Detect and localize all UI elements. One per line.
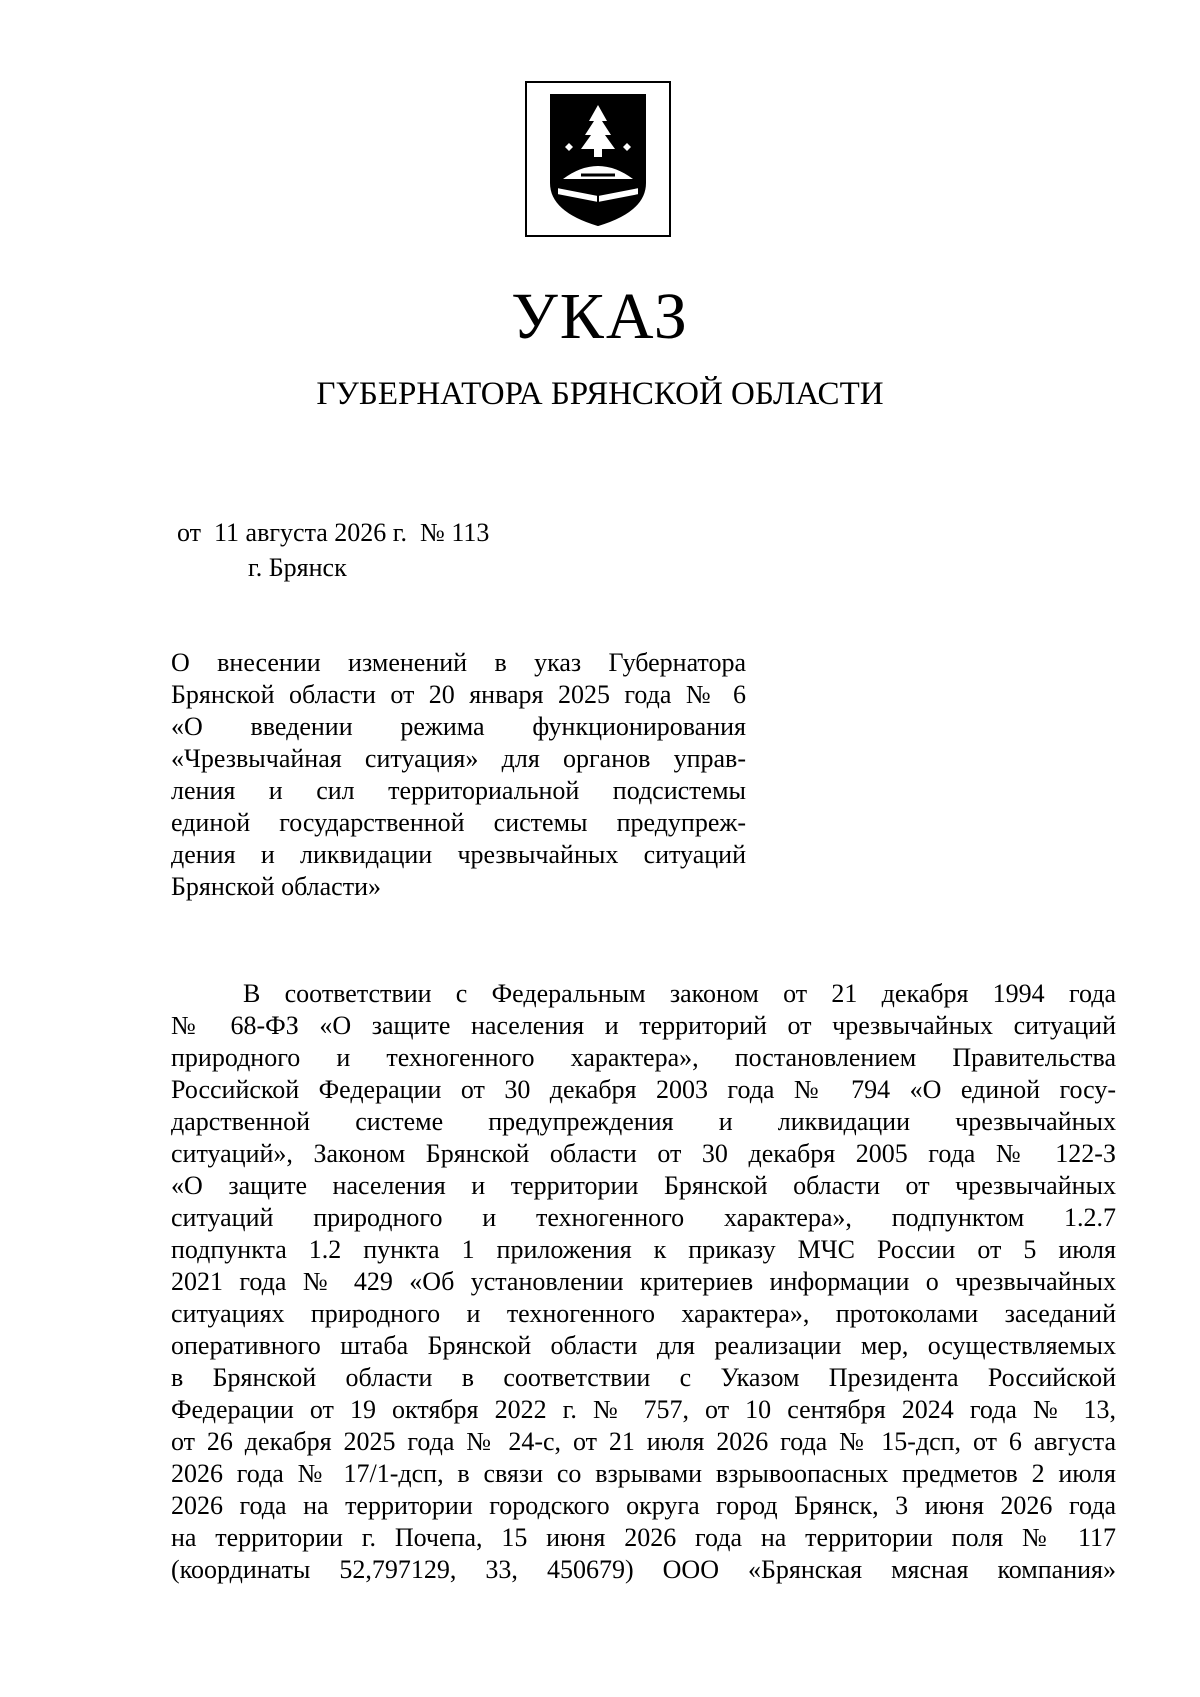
document-body bbox=[171, 978, 1116, 1586]
body-line: № 68-ФЗ «О защите населения и территорий от чрезвычайных ситуаций bbox=[171, 1011, 1116, 1040]
body-line: «О защите населения и территории Брянской области от чрезвычайных bbox=[171, 1171, 1116, 1200]
heading-line: Брянской области от 20 января 2025 года № 6 bbox=[171, 680, 746, 709]
document-title: УКАЗ bbox=[511, 280, 689, 353]
body-line: В соответствии с Федеральным законом от 21 декабря 1994 года bbox=[243, 979, 1116, 1008]
body-line: ситуациях природного и техногенного характера», протоколами заседаний bbox=[171, 1299, 1116, 1328]
heading-line: ления и сил территориальной подсистемы bbox=[171, 776, 746, 805]
emblem-frame bbox=[525, 81, 671, 237]
body-line: 2026 года № 17/1-дсп, в связи со взрывами взрывоопасных предметов 2 июля bbox=[171, 1459, 1116, 1488]
body-line: природного и техногенного характера», постановлением Правительства bbox=[171, 1043, 1116, 1072]
body-line: в Брянской области в соответствии с Указом Президента Российской bbox=[171, 1363, 1116, 1392]
document-place: г. Брянск bbox=[248, 553, 347, 582]
document-date-number: от 11 августа 2026 г. № 113 bbox=[177, 518, 490, 547]
body-line: оперативного штаба Брянской области для реализации мер, осуществляемых bbox=[171, 1331, 1116, 1360]
body-line: 2026 года на территории городского округа город Брянск, 3 июня 2026 года bbox=[171, 1491, 1116, 1520]
bryansk-coat-of-arms-icon bbox=[527, 83, 669, 235]
body-line: 2021 года № 429 «Об установлении критериев информации о чрезвычайных bbox=[171, 1267, 1116, 1296]
body-line: подпункта 1.2 пункта 1 приложения к приказу МЧС России от 5 июля bbox=[171, 1235, 1116, 1264]
body-line: ситуаций», Законом Брянской области от 30 декабря 2005 года № 122-З bbox=[171, 1139, 1116, 1168]
heading-line: «О введении режима функционирования bbox=[171, 712, 746, 741]
heading-line: единой государственной системы предупреж- bbox=[171, 808, 746, 837]
document-subtitle: ГУБЕРНАТОРА БРЯНСКОЙ ОБЛАСТИ bbox=[316, 376, 884, 412]
body-line: Федерации от 19 октября 2022 г. № 757, от 10 сентября 2024 года № 13, bbox=[171, 1395, 1116, 1424]
heading-line: Брянской области» bbox=[171, 872, 381, 901]
heading-line: дения и ликвидации чрезвычайных ситуаций bbox=[171, 840, 746, 869]
body-line: от 26 декабря 2025 года № 24-с, от 21 июля 2026 года № 15-дсп, от 6 августа bbox=[171, 1427, 1116, 1456]
heading-line: «Чрезвычайная ситуация» для органов управ- bbox=[171, 744, 746, 773]
body-line: дарственной системе предупреждения и ликвидации чрезвычайных bbox=[171, 1107, 1116, 1136]
body-line: Российской Федерации от 30 декабря 2003 года № 794 «О единой госу- bbox=[171, 1075, 1116, 1104]
body-line: ситуаций природного и техногенного характера», подпунктом 1.2.7 bbox=[171, 1203, 1116, 1232]
body-line: (координаты 52,797129, 33, 450679) ООО «Брянская мясная компания» bbox=[171, 1555, 1116, 1584]
body-line: на территории г. Почепа, 15 июня 2026 года на территории поля № 117 bbox=[171, 1523, 1116, 1552]
document-heading bbox=[171, 647, 746, 903]
heading-line: О внесении изменений в указ Губернатора bbox=[171, 648, 746, 677]
